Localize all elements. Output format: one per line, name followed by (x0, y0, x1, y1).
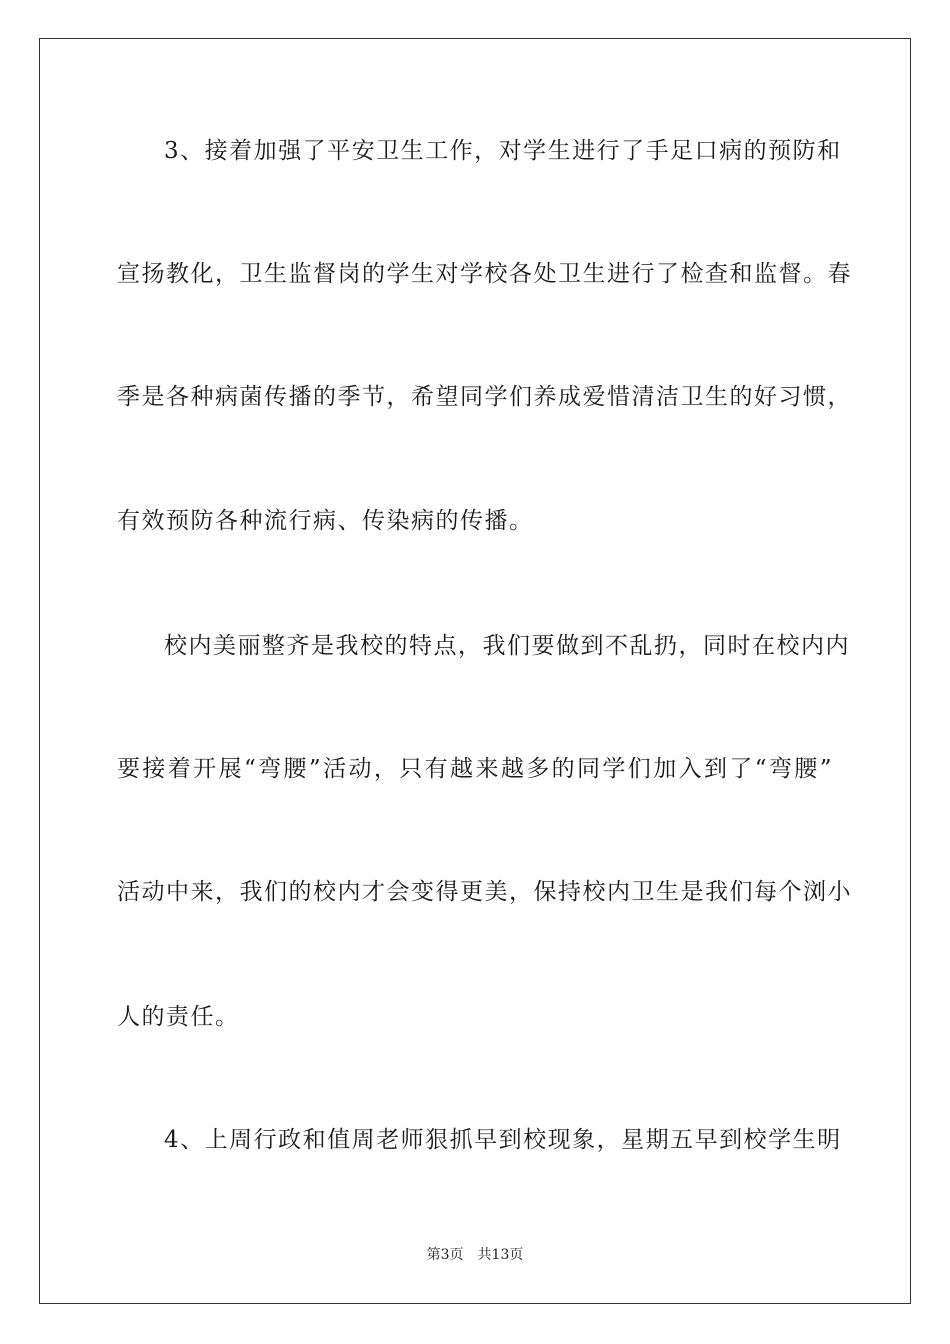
paragraph-line-1: 3、接着加强了平安卫生工作，对学生进行了手足口病的预防和 (164, 138, 842, 164)
paragraph-line-8: 人的责任。 (117, 1004, 240, 1030)
paragraph-line-2: 宣扬教化，卫生监督岗的学生对学校各处卫生进行了检查和监督。春 (117, 261, 852, 287)
page-number: 第3页 (426, 1247, 464, 1263)
paragraph-line-6: 要接着开展“弯腰”活动，只有越来越多的同学们加入到了“弯腰” (117, 756, 833, 782)
page-total: 共13页 (477, 1247, 524, 1263)
page-footer (0, 1246, 950, 1264)
paragraph-line-9: 4、上周行政和值周老师狠抓早到校现象，星期五早到校学生明 (164, 1127, 842, 1153)
paragraph-line-3: 季是各种病菌传播的季节，希望同学们养成爱惜清洁卫生的好习惯， (117, 384, 852, 410)
paragraph-line-4: 有效预防各种流行病、传染病的传播。 (117, 508, 534, 534)
paragraph-line-7: 活动中来，我们的校内才会变得更美，保持校内卫生是我们每个浏小 (117, 879, 852, 905)
paragraph-line-5: 校内美丽整齐是我校的特点，我们要做到不乱扔，同时在校内内 (164, 633, 850, 659)
page-border (39, 38, 911, 1304)
